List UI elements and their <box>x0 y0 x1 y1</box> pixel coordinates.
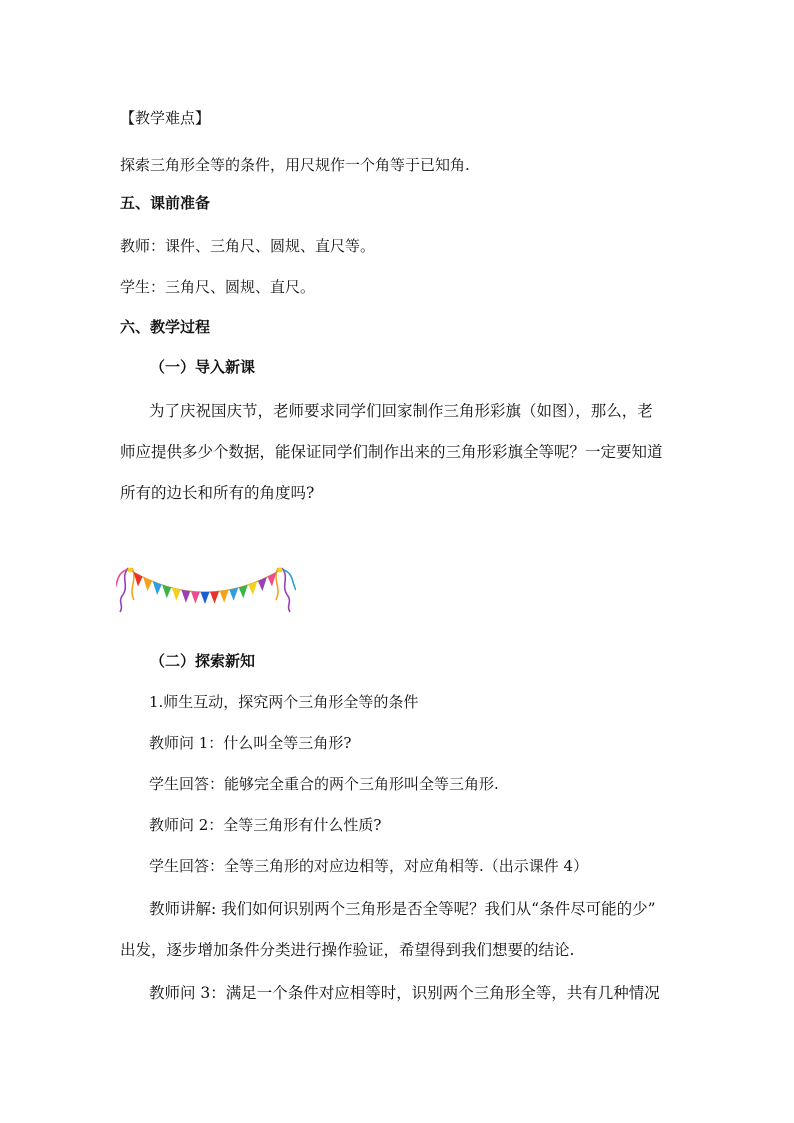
bunting-flag <box>210 591 219 603</box>
preparation-student: 学生：三角尺、圆规、直尺。 <box>120 278 316 296</box>
bunting-flag <box>229 588 238 601</box>
bunting-string <box>130 570 280 592</box>
intro-paragraph-line-2: 师应提供多少个数据，能保证同学们制作出来的三角形彩旗全等呢？一定要知道 <box>120 443 663 461</box>
teacher-explanation-line-2: 出发，逐步增加条件分类进行操作验证，希望得到我们想要的结论. <box>120 941 575 959</box>
bunting-flag <box>201 592 210 604</box>
bunting-flag <box>248 581 257 595</box>
difficulty-text: 探索三角形全等的条件，用尺规作一个角等于已知角. <box>120 156 470 174</box>
intro-paragraph-line-3: 所有的边长和所有的角度吗? <box>120 484 315 502</box>
teacher-question-1: 教师问 1：什么叫全等三角形? <box>149 734 352 752</box>
bunting-flag <box>220 590 229 603</box>
item-1-heading: 1.师生互动，探究两个三角形全等的条件 <box>149 693 419 711</box>
preparation-heading: 五、课前准备 <box>120 194 211 212</box>
bunting-knot <box>278 568 283 573</box>
bunting-flag <box>191 591 200 603</box>
student-answer-2: 学生回答：全等三角形的对应边相等，对应角相等.（出示课件 4） <box>149 857 589 875</box>
bunting-flag <box>181 590 190 603</box>
teacher-question-2: 教师问 2：全等三角形有什么性质? <box>149 816 382 834</box>
bunting-ribbon <box>132 568 134 600</box>
bunting-flag <box>143 577 152 591</box>
process-heading: 六、教学过程 <box>120 318 211 336</box>
difficulty-heading: 【教学难点】 <box>120 109 211 127</box>
triangle-flag-bunting-image <box>116 556 296 616</box>
bunting-flag <box>153 581 162 595</box>
bunting-flag <box>258 577 267 591</box>
bunting-ribbon <box>276 568 278 600</box>
bunting-knot <box>128 568 133 573</box>
explore-heading: （二）探索新知 <box>150 652 256 670</box>
preparation-teacher: 教师：课件、三角尺、圆规、直尺等。 <box>120 237 376 255</box>
intro-paragraph-line-1: 为了庆祝国庆节，老师要求同学们回家制作三角形彩旗（如图），那么，老 <box>149 402 653 420</box>
teacher-explanation-line-1: 教师讲解: 我们如何识别两个三角形是否全等呢？我们从“条件尽可能的少” <box>149 900 656 918</box>
bunting-flag <box>172 588 181 601</box>
student-answer-1: 学生回答：能够完全重合的两个三角形叫全等三角形. <box>149 775 499 793</box>
intro-heading: （一）导入新课 <box>150 358 256 376</box>
teacher-question-3: 教师问 3：满足一个条件对应相等时，识别两个三角形全等，共有几种情况 <box>149 984 660 1002</box>
bunting-ribbon <box>282 568 290 612</box>
bunting-ribbon <box>120 568 128 612</box>
